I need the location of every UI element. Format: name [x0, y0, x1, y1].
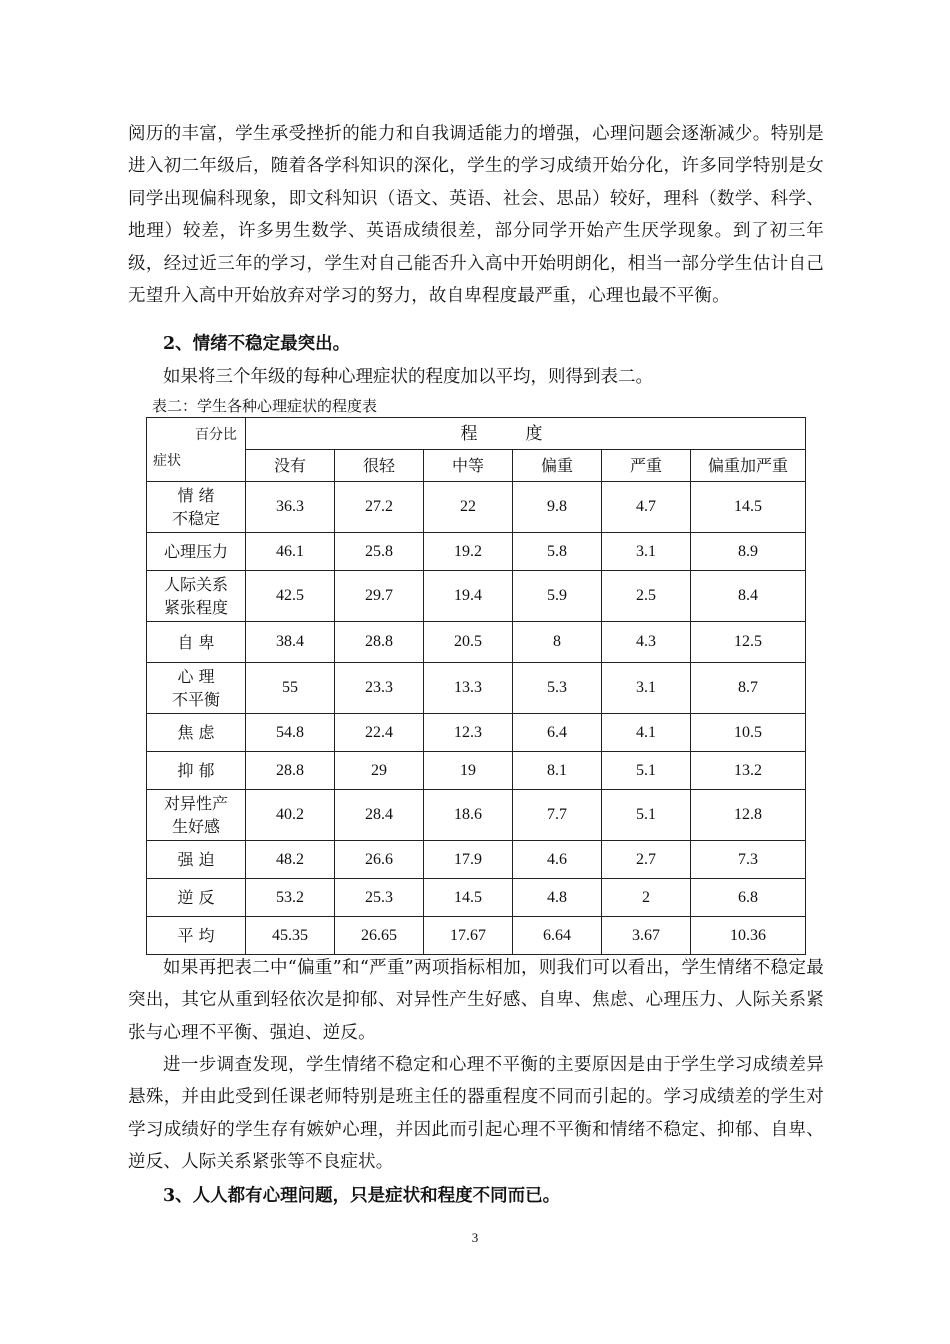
group-header: 程度 [246, 418, 806, 450]
symptom-label: 逆 反 [177, 888, 215, 907]
value-cell: 6.4 [513, 714, 602, 752]
symptom-label-line2: 不平衡 [171, 690, 220, 709]
symptom-cell [147, 917, 246, 955]
value-cell: 5.1 [602, 752, 691, 790]
symptom-cell [147, 790, 246, 841]
symptom-cell [147, 841, 246, 879]
corner-bottom-label: 症状 [153, 453, 181, 469]
value-cell: 45.35 [246, 917, 335, 955]
symptom-cell [147, 482, 246, 533]
value-cell: 4.3 [602, 622, 691, 663]
page-number: 3 [471, 1230, 479, 1245]
value-cell: 2 [602, 879, 691, 917]
column-header: 偏重加严重 [691, 450, 806, 482]
value-cell: 14.5 [424, 879, 513, 917]
table-intro-line: 如果将三个年级的每种心理症状的程度加以平均，则得到表二。 [163, 367, 653, 387]
symptom-cell [147, 752, 246, 790]
value-cell: 8.1 [513, 752, 602, 790]
value-cell: 13.3 [424, 663, 513, 714]
value-cell: 29.7 [335, 571, 424, 622]
value-cell: 5.9 [513, 571, 602, 622]
value-cell: 4.6 [513, 841, 602, 879]
value-cell: 28.4 [335, 790, 424, 841]
value-cell: 25.3 [335, 879, 424, 917]
value-cell: 8 [513, 622, 602, 663]
value-cell: 22 [424, 482, 513, 533]
value-cell: 28.8 [335, 622, 424, 663]
value-cell: 26.65 [335, 917, 424, 955]
value-cell: 54.8 [246, 714, 335, 752]
value-cell: 4.1 [602, 714, 691, 752]
value-cell: 14.5 [691, 482, 806, 533]
table-caption: 表二：学生各种心理症状的程度表 [152, 397, 378, 415]
value-cell: 38.4 [246, 622, 335, 663]
symptom-cell [147, 533, 246, 571]
column-header: 很轻 [335, 450, 424, 482]
column-header: 中等 [424, 450, 513, 482]
table-row [147, 622, 806, 663]
value-cell: 3.67 [602, 917, 691, 955]
value-cell: 46.1 [246, 533, 335, 571]
symptom-label: 情 绪 [177, 486, 215, 505]
value-cell: 7.3 [691, 841, 806, 879]
value-cell: 17.9 [424, 841, 513, 879]
value-cell: 2.5 [602, 571, 691, 622]
value-cell: 36.3 [246, 482, 335, 533]
symptom-label: 自 卑 [177, 632, 215, 652]
value-cell: 53.2 [246, 879, 335, 917]
column-header: 偏重 [513, 450, 602, 482]
value-cell: 8.9 [691, 533, 806, 571]
value-cell: 5.8 [513, 533, 602, 571]
symptom-cell [147, 879, 246, 917]
value-cell: 12.8 [691, 790, 806, 841]
value-cell: 10.5 [691, 714, 806, 752]
symptom-cell [147, 714, 246, 752]
value-cell: 4.7 [602, 482, 691, 533]
table-row [147, 714, 806, 752]
value-cell: 12.3 [424, 714, 513, 752]
value-cell: 3.1 [602, 663, 691, 714]
intro-paragraph: 阅历的丰富，学生承受挫折的能力和自我调适能力的增强，心理问题会逐渐减少。特别是进入初二年级后，随着各学科知识的深化，学生的学习成绩开始分化，许多同学特别是女同学出现偏科现象，即文科知识（语文、英语、社会、思品）较好，理科（数学、科学、地理）较差，许多男生数学、英语成绩很差，部分同学开始产生厌学现象。到了初三年级，经过近三年的学习，学生对自己能否升入高中开始明朗化，相当一部分学生估计自己无望升入高中开始放弃对学习的努力，故自卑程度最严重，心理也最不平衡。 [128, 124, 824, 307]
value-cell: 40.2 [246, 790, 335, 841]
table-row [147, 917, 806, 955]
value-cell: 20.5 [424, 622, 513, 663]
value-cell: 19.2 [424, 533, 513, 571]
value-cell: 3.1 [602, 533, 691, 571]
value-cell: 23.3 [335, 663, 424, 714]
table-corner-cell [147, 418, 246, 482]
symptom-label: 对异性产 [163, 794, 228, 813]
value-cell: 5.3 [513, 663, 602, 714]
value-cell: 19.4 [424, 571, 513, 622]
value-cell: 8.4 [691, 571, 806, 622]
section-heading-2: 2、情绪不稳定最突出。 [163, 334, 351, 354]
symptom-label: 平 均 [177, 926, 215, 945]
analysis-paragraph: 如果再把表二中“偏重”和“严重”两项指标相加，则我们可以看出，学生情绪不稳定最突出，其它从重到轻依次是抑郁、对异性产生好感、自卑、焦虑、心理压力、人际关系紧张与心理不平衡、强迫、逆反。 [128, 958, 824, 1043]
value-cell: 29 [335, 752, 424, 790]
table-row [147, 752, 806, 790]
symptom-cell [147, 571, 246, 622]
value-cell: 17.67 [424, 917, 513, 955]
symptom-label: 心理压力 [163, 542, 228, 561]
cause-paragraph: 进一步调查发现，学生情绪不稳定和心理不平衡的主要原因是由于学生学习成绩差异悬殊，并由此受到任课老师特别是班主任的器重程度不同而引起的。学习成绩差的学生对学习成绩好的学生存有嫉妒心理，并因此而引起心理不平衡和情绪不稳定、抑郁、自卑、逆反、人际关系紧张等不良症状。 [128, 1055, 824, 1173]
table-row [147, 571, 806, 622]
value-cell: 6.64 [513, 917, 602, 955]
table-row [147, 879, 806, 917]
value-cell: 42.5 [246, 571, 335, 622]
value-cell: 27.2 [335, 482, 424, 533]
value-cell: 2.7 [602, 841, 691, 879]
value-cell: 22.4 [335, 714, 424, 752]
value-cell: 10.36 [691, 917, 806, 955]
value-cell: 6.8 [691, 879, 806, 917]
symptom-label-line2: 紧张程度 [163, 598, 228, 617]
table-row [147, 482, 806, 533]
table-row [147, 533, 806, 571]
table-row [147, 841, 806, 879]
table-row [147, 663, 806, 714]
value-cell: 7.7 [513, 790, 602, 841]
symptom-label: 强 迫 [177, 850, 215, 869]
section-heading-3: 3、人人都有心理问题，只是症状和程度不同而已。 [163, 1186, 561, 1206]
symptom-label-line2: 生好感 [171, 817, 220, 836]
value-cell: 18.6 [424, 790, 513, 841]
value-cell: 4.8 [513, 879, 602, 917]
table-row [147, 790, 806, 841]
value-cell: 55 [246, 663, 335, 714]
value-cell: 26.6 [335, 841, 424, 879]
value-cell: 12.5 [691, 622, 806, 663]
symptom-cell [147, 622, 246, 663]
column-header: 严重 [602, 450, 691, 482]
value-cell: 8.7 [691, 663, 806, 714]
symptom-table [146, 417, 806, 955]
value-cell: 19 [424, 752, 513, 790]
value-cell: 28.8 [246, 752, 335, 790]
column-header: 没有 [246, 450, 335, 482]
value-cell: 25.8 [335, 533, 424, 571]
value-cell: 48.2 [246, 841, 335, 879]
symptom-label: 焦 虑 [177, 723, 215, 742]
value-cell: 9.8 [513, 482, 602, 533]
symptom-label: 人际关系 [163, 575, 228, 594]
symptom-label: 抑 郁 [177, 761, 215, 780]
symptom-cell [147, 663, 246, 714]
value-cell: 5.1 [602, 790, 691, 841]
symptom-label-line2: 不稳定 [171, 509, 220, 528]
symptom-label: 心 理 [177, 667, 215, 686]
corner-top-label: 百分比 [195, 427, 237, 443]
value-cell: 13.2 [691, 752, 806, 790]
